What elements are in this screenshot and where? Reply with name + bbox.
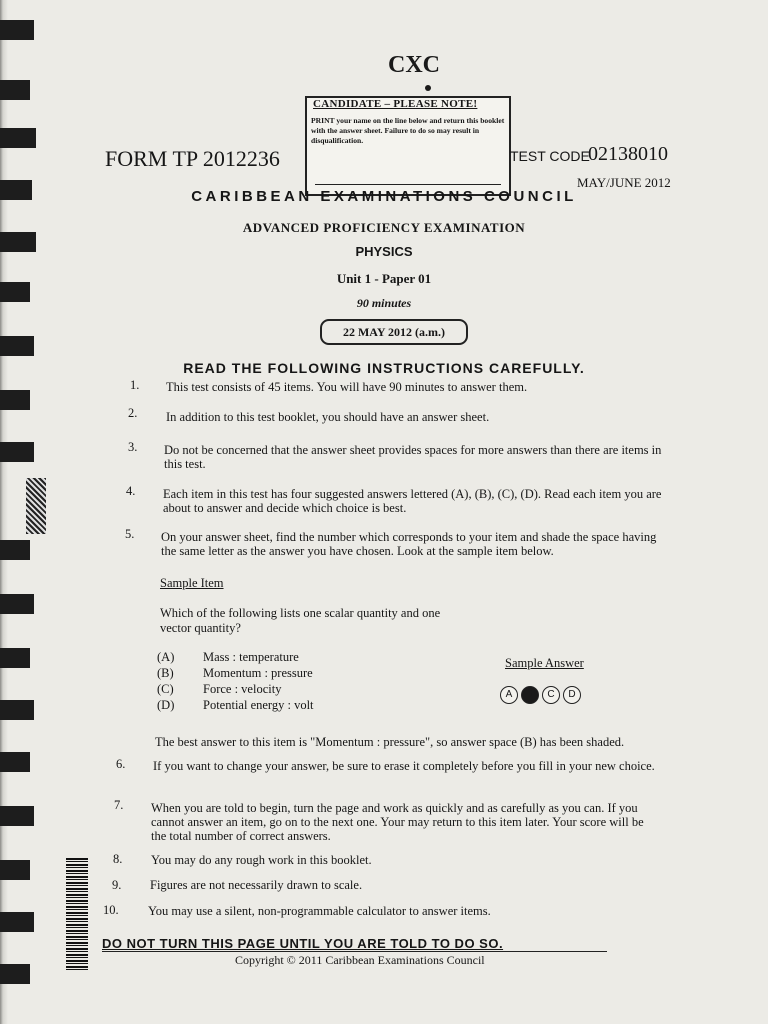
binding-ring <box>0 390 30 410</box>
barcode <box>66 858 88 970</box>
instruction-number: 6. <box>116 757 126 771</box>
test-code: 02138010 <box>588 143 668 165</box>
option-letter: (D) <box>157 698 175 712</box>
instruction-text: In addition to this test booklet, you should have an answer sheet. <box>166 410 490 424</box>
sample-item-label: Sample Item <box>160 576 224 590</box>
binding-ring <box>0 860 30 880</box>
binding-ring <box>0 442 34 462</box>
instruction-number: 5. <box>125 527 135 541</box>
council-name: CARIBBEAN EXAMINATIONS COUNCIL <box>191 188 577 205</box>
instruction-text: You may use a silent, non-programmable calculator to answer items. <box>148 904 491 918</box>
option-letter: (C) <box>157 682 174 696</box>
cxc-logo <box>380 48 440 94</box>
sample-explanation: The best answer to this item is "Momentum : pressure", so answer space (B) has been shaded. <box>155 735 625 749</box>
instruction-number: 7. <box>114 798 124 812</box>
footer-rule <box>102 951 607 952</box>
option-letter: (A) <box>157 650 175 664</box>
option-text: Potential energy : volt <box>203 698 314 712</box>
exam-date: 22 MAY 2012 (a.m.) <box>320 319 468 345</box>
bubble-a[interactable]: A <box>500 686 518 704</box>
instruction-number: 8. <box>113 852 123 866</box>
binding-ring <box>0 540 30 560</box>
instruction-number: 10. <box>103 903 119 917</box>
unit-paper: Unit 1 - Paper 01 <box>336 271 432 286</box>
option-text: Force : velocity <box>203 682 282 696</box>
logo-letters: CXC <box>388 52 440 78</box>
test-code-label: TEST CODE <box>510 148 590 164</box>
instruction-text: This test consists of 45 items. You will have 90 minutes to answer them. <box>166 380 528 394</box>
instruction-text: Figures are not necessarily drawn to scale. <box>150 878 363 892</box>
copyright: Copyright © 2011 Caribbean Examinations Council <box>235 953 485 967</box>
binding-ring <box>0 594 34 614</box>
instruction-number: 3. <box>128 440 138 454</box>
binding-ring <box>0 806 34 826</box>
instruction-number: 2. <box>128 406 138 420</box>
note-body: PRINT your name on the line below and return this booklet with the answer sheet. Failure to do so may result in disqualification. <box>311 116 505 145</box>
option-text: Mass : temperature <box>203 650 299 664</box>
option-letter: (B) <box>157 666 174 680</box>
answer-bubbles <box>500 684 584 704</box>
exam-duration: 90 minutes <box>356 296 412 310</box>
instruction-text: Do not be concerned that the answer sheet provides spaces for more answers than there are items in this test. <box>164 443 662 471</box>
binding-ring <box>0 336 34 356</box>
binding-ring <box>0 648 30 668</box>
sample-question: Which of the following lists one scalar quantity and one vector quantity? <box>160 606 441 635</box>
qr-code <box>26 478 46 534</box>
exam-name: ADVANCED PROFICIENCY EXAMINATION <box>242 220 526 235</box>
instruction-number: 1. <box>130 378 140 392</box>
instruction-number: 9. <box>112 878 122 892</box>
instruction-text: You may do any rough work in this booklet. <box>151 853 372 867</box>
binding-ring <box>0 752 30 772</box>
instruction-text: Each item in this test has four suggested answers lettered (A), (B), (C), (D). Read each item you are about to answer and decide which choice is best. <box>163 487 662 515</box>
candidate-note-box <box>305 96 511 196</box>
subject-title: PHYSICS <box>355 244 413 259</box>
bubble-d[interactable]: D <box>563 686 581 704</box>
binding-ring <box>0 964 30 984</box>
binding-ring <box>0 128 36 148</box>
do-not-turn-notice: DO NOT TURN THIS PAGE UNTIL YOU ARE TOLD TO DO SO. <box>102 936 504 951</box>
bubble-b-shaded[interactable]: B <box>521 686 539 704</box>
binding-ring <box>0 20 34 40</box>
bubble-c[interactable]: C <box>542 686 560 704</box>
binding-ring <box>0 700 34 720</box>
instruction-text: When you are told to begin, turn the page and work as quickly and as carefully as you can. If you cannot answer an item, go on to the next one. Your may return to this item later. Your score will be the total number of correct answers. <box>151 801 644 843</box>
instruction-text: If you want to change your answer, be sure to erase it completely before you fill in your new choice. <box>153 759 655 773</box>
option-text: Momentum : pressure <box>203 666 313 680</box>
instructions-heading: READ THE FOLLOWING INSTRUCTIONS CAREFULLY. <box>183 360 585 376</box>
candidate-name-line[interactable] <box>315 184 501 185</box>
note-title: CANDIDATE – PLEASE NOTE! <box>313 98 478 110</box>
binding-ring <box>0 912 34 932</box>
binding-ring <box>0 80 30 100</box>
exam-session: MAY/JUNE 2012 <box>577 175 671 190</box>
instruction-number: 4. <box>126 484 136 498</box>
instruction-text: On your answer sheet, find the number which corresponds to your item and shade the space having the same letter as the answer you have chosen. Look at the sample item below. <box>161 530 657 558</box>
sample-answer-label: Sample Answer <box>505 656 584 670</box>
form-tp-number: FORM TP 2012236 <box>105 146 280 171</box>
